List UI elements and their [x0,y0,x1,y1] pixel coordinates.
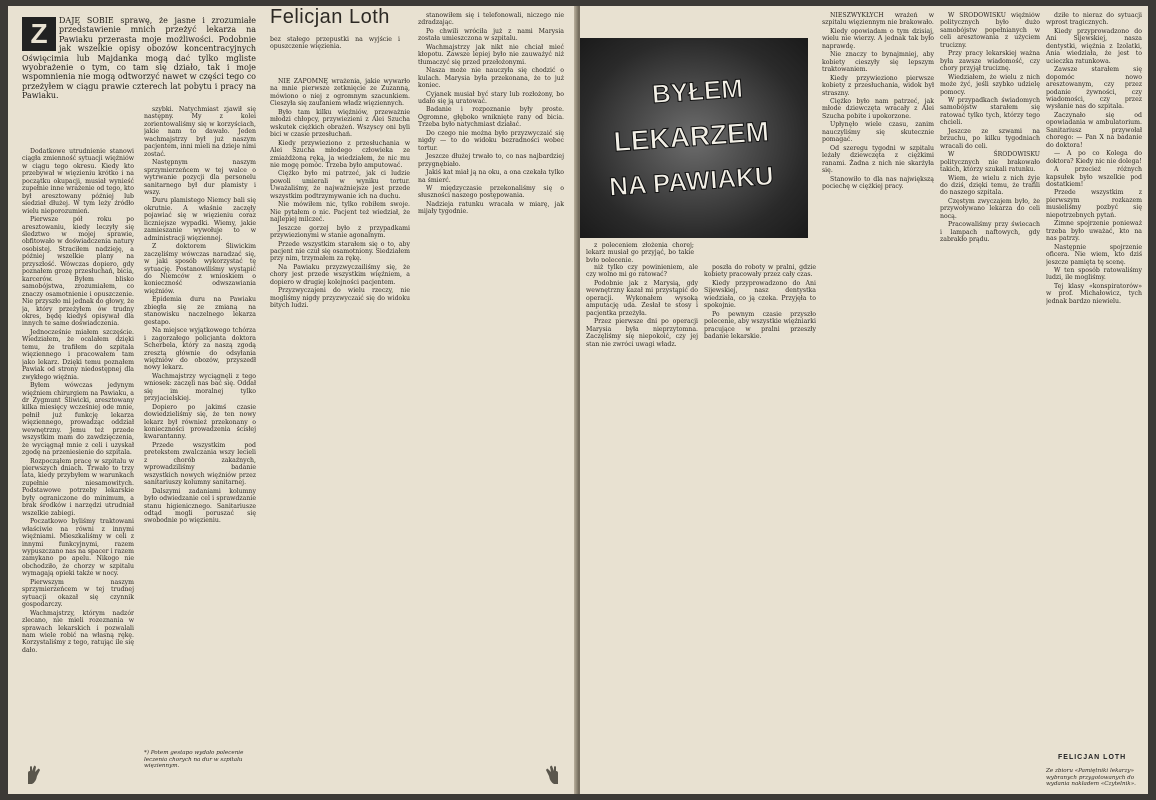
paragraph: Przez pierwsze dni po operacji Marysia była nieprzytomna. Zaczęliśmy się niepokoić, czy jej stan nie zwróci uwagi władz. [586,318,698,348]
title-line-2: LEKARZEM [612,115,771,158]
paragraph: Wachmajstrzy, którym nadzór zlecano, nie mieli rozeznania w sprawach lekarskich i pozwalali nam wiele robić na własną rękę. Korzystaliśmy z tego, ratując ile się dało. [22,609,134,654]
paragraph: Rozpocząłem pracę w szpitalu w pierwszych dniach. Trwało to trzy lata, kiedy przybyłem w warunkach zupełnie niesamowitych. Podstawowe potrzeby lekarskie były ograniczone do minimum, a brak środków i narzędzi utrudniał wszelkie zabiegi. [22,457,134,517]
paragraph: Wiem, że wielu z nich żyje do dziś, dzięki temu, że trafili do naszego szpitala. [940,174,1040,197]
paragraph: W przypadkach świadomych samobójstw starałem się ratować tylko tych, którzy tego chcieli. [940,96,1040,127]
paragraph: bez stałego przepustki na wyjście i opuszczenie więzienia. [270,36,400,51]
paragraph: W ten sposób ratowaliśmy ludzi, ile mogliśmy. [1046,266,1142,282]
hand-ornament-icon [542,764,564,786]
signature: FELICJAN LOTH [1058,754,1127,761]
right-column-0-top [586,242,694,262]
title-line-3: NA PAWIAKU [608,160,775,202]
paragraph: Kiedy przywieziono z przesłuchania w Alei Szucha młodego człowieka ze zmiażdżoną ręką, ja wiedziałem, że nic mu nie mogę pomóc. Trzeba było amputować. [270,139,410,169]
paragraph: Epidemia duru na Pawiaku zbiegła się ze zmianą na stanowisku naczelnego lekarza gestapo. [144,296,256,326]
paragraph: dziłe to nieraz do sytuacji wprost tragicznych. [1046,12,1142,27]
paragraph: Pierwsze pół roku po aresztowaniu, kiedy leczyły się śledztwo w mojej sprawie, obfitowało w doświadczenia natury osobistej. Straciłem nadzieję, a później wszelkie plany na przyszłość. Wówczas dopiero, gdy poznałem grozę przesłuchań, bicia, karcerów. Byłem blisko samobójstwa, zrozumiałem, co znaczy osamotnienie i opuszczenie. Nie przyszło mi jednak do głowy, że ja, który przeżyłem ów trudny okres, będę kiedyś opisywał dla innych te same doświadczenia. [22,216,134,328]
paragraph: Nie znaczy to bynajmniej, aby kobiety cieszyły się lepszym traktowaniem. [822,51,934,74]
paragraph: Z doktorem Śliwickim zaczęliśmy wówczas naradzać się, w jaki sposób wykorzystać tę sytuację. Postanowiliśmy wystąpić do Niemców z wnioskiem o konieczność odwszawiania więźniów. [144,243,256,295]
paragraph: Przede wszystkim pod pretekstem zwalczania wszy lecieli z chorób zakaźnych, wprowadziliśmy badanie wszystkich nowych więźniów przez sanitariuszy kolumny sanitarnej. [144,441,256,487]
paragraph: Po pewnym czasie przyszło polecenie, aby wszystkie więźniarki pracujące w pralni przeszły badanie lekarskie. [704,310,816,341]
paragraph: Jednocześnie miałem szczęście. Wiedziałem, że ocalałem dzięki temu, że trafiłem do szpitala więziennego i pracowałem tam jako lekarz. Dzięki temu poznałem Pawiak od strony niedostępnej dla zwykłego więźnia. [22,328,134,381]
paragraph: Byłem wówczas jedynym więźniem chirurgiem na Pawiaku, a dr Zygmunt Śliwicki, aresztowany kilka miesięcy wcześniej ode mnie, pełnił już funkcję lekarza więziennego, prowadząc oddział wewnętrzny. Jemu też przede wszystkim mam do zawdzięczenia, że wyciągnął mnie z celi i uzyskał zgodę na przeniesienie do szpitala. [22,382,134,457]
paragraph: Zaczynało się od opowiadania w ambulatorium. Sanitariusz przywołał chorego: — Pan X na badanie do doktora! [1046,111,1142,149]
paragraph: Dopiero po jakimś czasie dowiedzieliśmy się, że ten nowy lekarz był również przekonany o konieczności prowadzenia ścisłej kwarantanny. [144,403,256,441]
paragraph: Było tam kilku więźniów, przeważnie młodzi chłopcy, przywiezieni z Alei Szucha wskutek ciężkich obrażeń. Wszyscy oni byli bici w czasie przesłuchań. [270,108,410,139]
right-column-1 [586,264,698,764]
paragraph: Od szeregu tygodni w szpitalu leżały dziewczęta z ciężkimi ranami. Żadna z nich nie skarżyła się. [822,144,934,175]
paragraph: Nie mówiłem nic, tylko robiłem swoje. Nie pytałem o nic. Pacjent też wiedział, że najlepiej milczeć. [270,201,410,224]
paragraph: Na Pawiaku przyzwyczailiśmy się, że chory jest przede wszystkim więźniem, a dopiero w drugiej kolejności pacjentem. [270,263,410,286]
paragraph: Jeszcze dłużej trwało to, co nas najbardziej przygnębiało. [418,153,564,168]
title-graphic [580,38,808,238]
right-column-2 [704,264,816,764]
paragraph: Tej klasy «konspiratorów» w prof. Michałowicz, tych jednak bardzo niewielu. [1046,282,1142,305]
paragraph: Dalszymi zadaniami kolumny było odwiedzanie cel i sprawdzanie stanu higienicznego. Sanitariusze odtąd mogli poruszać się swobodnie po więzieniu. [144,487,256,525]
paragraph: — A po co Kolega do doktora? Kiedy nic nie dolega! [1046,150,1142,165]
paragraph: NIESZWYKŁYCH wrażeń w szpitalu więziennym nie brakowało. [822,12,934,27]
left-column-3-top [270,36,400,78]
hand-ornament-icon [22,764,44,786]
right-column-3 [822,12,934,772]
paragraph: Poczatkowo byliśmy traktowani właściwie na równi z innymi więźniami. Mieszkaliśmy w celi z innymi funkcyjnymi, razem wypuszczano nas na spacer i razem zamykano po apelu. Nikogo nie obchodziło, że chorzy w szpitalu wymagają opieki także w nocy. [22,518,134,578]
paragraph: Upłynęło wiele czasu, zanim nauczyliśmy się skutecznie pomagać. [822,121,934,144]
author-heading: Felicjan Loth [270,6,390,28]
paragraph: szybki. Natychmiast zjawił się następny. My z kolei zorientowaliśmy się w korzyściach, jakie nam to dawało. Jeden wachmajstrzy był już naszym pacjentem, inni mieli na dzieje nimi zostać. [144,106,256,158]
paragraph: Zimne spojrzenie ponieważ trzeba było uważać, kto na nas patrzy. [1046,220,1142,243]
paragraph: Następnie spojrzenie oficera. Nie wiem, kto dziś jeszcze pamięta tę scenę. [1046,243,1142,266]
right-column-1-fragment [700,242,808,262]
paragraph: Wachmajstrzy jak nikt nie chciał mieć kłopotu. Zawsze lepiej było nie zauważyć niż tłumaczyć się przed przełożonymi. [418,43,564,66]
paragraph: poszła do roboty w pralni, gdzie kobiety pracowały przez cały czas. [704,264,816,279]
right-column-5 [1046,12,1142,750]
paragraph: Jakiś kat miał ją na oku, a ona czekała tylko na śmierć. [418,169,564,184]
paragraph: Badanie i rozpoznanie były proste. Ogromne, głęboko wniknięte rany od bicia. Trzeba było natychmiast działać. [418,106,564,129]
left-column-1 [22,148,134,744]
paragraph: niż tylko czy powinieniem, ale czy wolno mi go ratować? [586,264,698,279]
paragraph: W międzyczasie przekonaliśmy się o słuszności naszego postępowania. [418,184,564,200]
paragraph: Pierwszym naszym sprzymierzeńcem w tej trudnej sytuacji okazał się czynnik gospodarczy. [22,578,134,609]
right-page [580,6,1148,794]
paragraph: Do czego nie można było przyzwyczaić się nigdy — to do widoku bezradności wobec tortur. [418,129,564,152]
paragraph: Jeszcze gorzej było z przypadkami przywiezionymi w stanie agonalnym. [270,224,410,240]
paragraph: stanowiłem się i telefonowali, niczego nie zdradzając. [418,12,564,27]
paragraph: Przy pracy lekarskiej ważna była zawsze wiadomość, czy chory przyjął truciznę. [940,50,1040,73]
intro-text: DAJĘ SOBIE sprawę, że jasne i zrozumiałe przedstawienie mnich przeżyć lekarza na Pawiaku przerasta moje możliwości. Podobnie jak wszelkie opisy obozów koncentracyjnych Oświęcimia lub Majdanka mogą dać tylko mgliste wyobrażenie o tym, co tam się działo, tak i moje wspomnienia nie mogą odtworzyć nawet w części tego co przeżyłem w ciągu prawie czterech lat pobytu i pracy na Pawiaku. [22,16,256,101]
paragraph: Pracowaliśmy przy świecach i lampach naftowych, gdy zabrakło prądu. [940,221,1040,244]
paragraph: Nadzieja ratunku wracała w miarę, jak mijały tygodnie. [418,200,564,216]
paragraph: A przecież różnych kapsułek było wszelkie pod dostatkiem! [1046,166,1142,188]
paragraph: Zawsze starałem się dopomóc nowo aresztowanym, czy przez podanie żywności, czy wiadomości, czy przez wysłanie nas do szpitala. [1046,66,1142,111]
paragraph: Kiedy opowiadam o tym dzisiaj, wielu nie wierzy. A jednak tak było naprawdę. [822,27,934,50]
paragraph: Na miejsce wyjątkowego tchórza i zagorzałego policjanta doktora Scherbela, który za naszą zgodą zresztą głównie do odsyłania więźniów do obozów, przyszedł nowy lekarz. [144,327,256,372]
left-column-3 [270,78,410,748]
paragraph: Ciężko było mi patrzeć, jak ci ludzie powoli umierali w wyniku tortur. Uważaliśmy, że najważniejsze jest przede wszystkim podtrzymywanie ich na duchu. [270,170,410,200]
title-svg [580,38,808,238]
paragraph: Dodatkowe utrudnienie stanowi ciągła zmienność sytuacji więźniów w ciągu tego okresu. Kiedy kto przebywał w więzieniu krótko i na początku okupacji, musiał wynieść zupełnie inne wrażenie od tego, kto był aresztowany później lub siedział dłużej. W tym leży źródło wielu nieporozumień. [22,148,134,215]
paragraph: Kiedy przyprowadzono do Ani Sijewskiej, nasz dentystka wiedziała, co ją czeka. Przyjęła to spokojnie. [704,279,816,310]
paragraph: Po chwili wróciła już z nami Marysia została umieszczona w szpitalu. [418,27,564,43]
magazine-spread [8,6,1148,794]
paragraph: Kiedy przyprowadzono do Ani Sijewskiej, nasza dentystki, więźnia z Izolatki, Ania wiedziała, że jest to ucieczka ratunkowa. [1046,27,1142,65]
paragraph: Wachmajstrzy wyciągnęli z tego wniosek: zaczęli nas bać się. Oddał się im moralnej tylko przyjacielskiej. [144,372,256,403]
paragraph: Wiedziałem, że wielu z nich może żyć, jeśli szybko udzielę pomocy. [940,73,1040,96]
footnote: *) Potem gestapo wydało polecenie leczenia chorych na dur w szpitalu więziennym. [144,750,244,770]
paragraph: Cyjanek musiał być stary lub rozłożony, bo udało się ją uratować. [418,90,564,105]
intro-block [22,16,256,106]
paragraph: Ciężko było nam patrzeć, jak młode dziewczęta wracały z Alei Szucha pobite i upokorzone. [822,97,934,120]
left-column-4 [418,12,564,766]
paragraph: z poleceniem złożenia chorej; lekarz musiał go przyjąć, bo takie było polecenie. [586,242,694,262]
paragraph: Duru plamistego Niemcy bali się okrutnie. A właśnie zaczęły pojawiać się w więzieniu coraz liczniejsze wypadki. Wiemy, jakie zamieszanie wywołuje to w administracji więziennej. [144,197,256,242]
paragraph: Następnym naszym sprzymierzeńcem w tej walce o wytrwanie pozycji dla personelu sanitarnego był dur plamisty i wszy. [144,159,256,196]
source-note: Ze zbioru «Pamiętniki lekarzy» wybranych przygotowanych do wydania nakładem «Czytelnik». [1046,768,1136,788]
left-page [8,6,576,794]
paragraph: Kiedy przywieziono pierwsze kobiety z przesłuchania, widok był straszny. [822,74,934,97]
paragraph: Jeszcze ze szwami na brzuchu, po kilku tygodniach wracali do celi. [940,127,1040,150]
right-column-4 [940,12,1040,772]
dropcap-z: Z [22,17,56,51]
paragraph: NIE ZAPOMNĘ wrażenia, jakie wywarło na mnie pierwsze zetknięcie ze Zuzanną, mówiono o niej z ogromnym szacunkiem. Cieszyła się zaufaniem władz więziennych. [270,78,410,108]
title-line-1: BYŁEM [650,72,744,110]
paragraph: Stanowiło to dla nas największą pociechę w ciężkiej pracy. [822,175,934,190]
paragraph: Przede wszystkim z pierwszym rozkazem musieliśmy pozbyć się niepotrzebnych pytań. [1046,189,1142,219]
left-column-2 [144,106,256,744]
paragraph: Przyzwyczajeni do wielu rzeczy, nie mogliśmy nigdy przyzwyczaić się do widoku bitych ludzi. [270,287,410,310]
paragraph: W ŚRODOWISKU więźniów politycznych było dużo samobójstw popełnianych w celi aresztowania z użyciem trucizny. [940,12,1040,49]
paragraph: Nasza może nie nauczyła się chodzić o kulach. Marysia była przekonana, że to już koniec. [418,67,564,90]
paragraph: W ŚRODOWISKU politycznych nie brakowało takich, którzy szukali ratunku. [940,151,1040,174]
paragraph: Przede wszystkim starałem się o to, aby pacjent nie czuł się osamotniony. Siedziałem przy nim, trzymałem za rękę. [270,240,410,263]
paragraph: Częstym zwyczajem było, że przywoływano lekarza do celi nocą. [940,197,1040,220]
paragraph: Podobnie jak z Marysią, gdy wewnętrzny kazał mi przystąpić do operacji. Wykonałem wysoką amputację uda. Zesłał te stosy i pacjentka przeżyła. [586,279,698,317]
